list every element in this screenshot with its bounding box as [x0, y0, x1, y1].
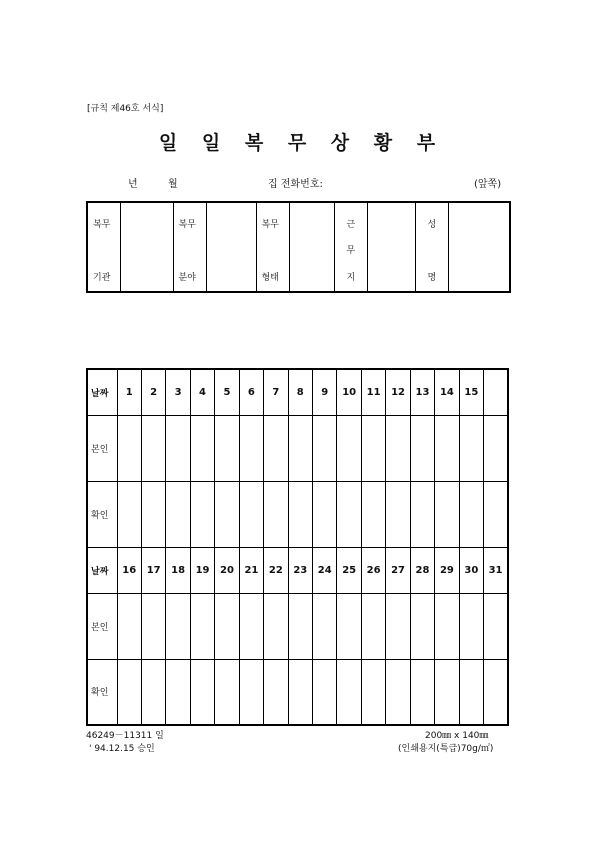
day-number-cell: 28: [410, 547, 434, 593]
self-signature-cell[interactable]: [386, 593, 410, 659]
daily-attendance-table: [86, 368, 509, 726]
confirm-signature-cell[interactable]: [337, 481, 361, 547]
day-number-cell: 29: [435, 547, 459, 593]
confirm-signature-row-second: [87, 659, 508, 725]
self-signature-row-first: [87, 415, 508, 481]
day-number-cell: 27: [386, 547, 410, 593]
title-char: 복: [244, 132, 265, 154]
confirm-signature-cell[interactable]: [288, 481, 312, 547]
self-signature-cell[interactable]: [141, 415, 165, 481]
self-signature-cell[interactable]: [361, 415, 385, 481]
day-number-cell: 24: [313, 547, 337, 593]
self-signature-cell[interactable]: [117, 415, 141, 481]
confirm-signature-cell[interactable]: [117, 659, 141, 725]
confirm-signature-cell[interactable]: [239, 481, 263, 547]
confirm-signature-cell[interactable]: [410, 659, 434, 725]
day-number-cell: 26: [361, 547, 385, 593]
day-number-cell: 18: [166, 547, 190, 593]
self-signature-cell[interactable]: [264, 415, 288, 481]
confirm-signature-row-label: 확인: [87, 481, 117, 547]
day-number-cell: 8: [288, 369, 312, 415]
day-number-cell: 6: [239, 369, 263, 415]
confirm-signature-cell[interactable]: [190, 481, 214, 547]
workplace-label-3: 지: [346, 273, 356, 283]
confirm-signature-cell[interactable]: [313, 659, 337, 725]
self-signature-cell[interactable]: [239, 415, 263, 481]
self-signature-cell[interactable]: [190, 415, 214, 481]
self-signature-cell[interactable]: [288, 415, 312, 481]
title-char: 황: [373, 132, 394, 154]
self-signature-cell[interactable]: [435, 593, 459, 659]
service-field-input[interactable]: [206, 202, 256, 292]
self-signature-cell[interactable]: [410, 415, 434, 481]
name-label-cell: [415, 202, 448, 292]
front-side-label: (앞쪽): [474, 179, 502, 190]
self-signature-row-label: 본인: [87, 415, 117, 481]
field-label-cell: [173, 202, 206, 292]
self-signature-cell[interactable]: [410, 593, 434, 659]
date-row-label: 날짜: [87, 369, 117, 415]
workplace-input[interactable]: [367, 202, 415, 292]
paper-spec: (인쇄용지(특급)70g/㎡): [398, 744, 494, 754]
self-signature-cell[interactable]: [337, 593, 361, 659]
form-code: 46249－11311 일: [86, 731, 164, 741]
confirm-signature-cell[interactable]: [459, 659, 483, 725]
confirm-signature-cell[interactable]: [190, 659, 214, 725]
confirm-signature-cell[interactable]: [361, 659, 385, 725]
self-signature-cell[interactable]: [459, 593, 483, 659]
confirm-signature-cell[interactable]: [361, 481, 385, 547]
confirm-signature-row-label: 확인: [87, 659, 117, 725]
confirm-signature-cell[interactable]: [435, 659, 459, 725]
confirm-signature-cell[interactable]: [239, 659, 263, 725]
day-number-cell: 3: [166, 369, 190, 415]
year-label: 년: [128, 179, 138, 190]
home-phone-label: 집 전화번호:: [268, 179, 323, 190]
confirm-signature-cell[interactable]: [337, 659, 361, 725]
confirm-signature-cell[interactable]: [215, 659, 239, 725]
self-signature-cell[interactable]: [215, 593, 239, 659]
field-label-top: 복무: [178, 220, 196, 230]
confirm-signature-cell[interactable]: [264, 659, 288, 725]
self-signature-cell[interactable]: [239, 593, 263, 659]
approval-date: ' 94.12.15 승인: [89, 744, 155, 754]
confirm-signature-cell[interactable]: [313, 481, 337, 547]
agency-label-top: 복무: [93, 220, 111, 230]
date-row-first: [87, 369, 508, 415]
confirm-signature-cell[interactable]: [117, 481, 141, 547]
name-label-top: 성: [427, 220, 437, 230]
title-char: 부: [416, 132, 437, 154]
confirm-signature-cell[interactable]: [459, 481, 483, 547]
day-number-cell: 30: [459, 547, 483, 593]
day-number-cell: 11: [361, 369, 385, 415]
self-signature-cell[interactable]: [215, 415, 239, 481]
day-number-cell: 12: [386, 369, 410, 415]
type-label-bottom: 형태: [261, 273, 279, 283]
confirm-signature-cell[interactable]: [410, 481, 434, 547]
day-number-cell: 4: [190, 369, 214, 415]
confirm-signature-cell[interactable]: [166, 659, 190, 725]
self-signature-cell[interactable]: [386, 415, 410, 481]
day-number-cell: 25: [337, 547, 361, 593]
day-number-cell: 22: [264, 547, 288, 593]
day-number-cell: 13: [410, 369, 434, 415]
title-char: 무: [287, 132, 308, 154]
workplace-label-1: 근: [346, 220, 356, 230]
day-number-cell: 23: [288, 547, 312, 593]
title-char: 일: [158, 132, 179, 154]
self-signature-cell[interactable]: [484, 415, 508, 481]
title-char: 일: [201, 132, 222, 154]
self-signature-cell[interactable]: [166, 593, 190, 659]
self-signature-cell[interactable]: [313, 593, 337, 659]
agency-field[interactable]: [120, 202, 173, 292]
day-number-cell: 1: [117, 369, 141, 415]
self-signature-cell[interactable]: [190, 593, 214, 659]
self-signature-row-label: 본인: [87, 593, 117, 659]
field-label-bottom: 분야: [178, 273, 196, 283]
confirm-signature-row-first: [87, 481, 508, 547]
confirm-signature-cell[interactable]: [141, 481, 165, 547]
self-signature-cell[interactable]: [337, 415, 361, 481]
confirm-signature-cell[interactable]: [386, 481, 410, 547]
confirm-signature-cell[interactable]: [288, 659, 312, 725]
confirm-signature-cell[interactable]: [435, 481, 459, 547]
day-number-cell: 14: [435, 369, 459, 415]
name-label-bottom: 명: [427, 273, 437, 283]
agency-label-cell: [87, 202, 120, 292]
workplace-label-cell: [334, 202, 367, 292]
confirm-signature-cell[interactable]: [484, 659, 508, 725]
day-number-cell: 21: [239, 547, 263, 593]
self-signature-cell[interactable]: [484, 593, 508, 659]
date-row-label: 날짜: [87, 547, 117, 593]
day-number-cell: 19: [190, 547, 214, 593]
type-label-cell: [256, 202, 289, 292]
self-signature-cell[interactable]: [435, 415, 459, 481]
self-signature-cell[interactable]: [166, 415, 190, 481]
day-number-cell: 5: [215, 369, 239, 415]
day-number-cell: 16: [117, 547, 141, 593]
day-number-cell: 31: [484, 547, 508, 593]
form-rule-label: [규칙 제46호 서식]: [87, 104, 164, 114]
self-signature-cell[interactable]: [264, 593, 288, 659]
page-title: [0, 128, 595, 155]
self-signature-cell[interactable]: [117, 593, 141, 659]
day-number-cell: 17: [141, 547, 165, 593]
confirm-signature-cell[interactable]: [215, 481, 239, 547]
day-number-cell: 7: [264, 369, 288, 415]
confirm-signature-cell[interactable]: [264, 481, 288, 547]
day-number-cell: 9: [313, 369, 337, 415]
day-number-cell: 15: [459, 369, 483, 415]
self-signature-cell[interactable]: [141, 593, 165, 659]
name-input[interactable]: [448, 202, 510, 292]
day-number-cell: 10: [337, 369, 361, 415]
agency-label-bottom: 기관: [93, 273, 111, 283]
self-signature-row-second: [87, 593, 508, 659]
self-signature-cell[interactable]: [313, 415, 337, 481]
service-type-input[interactable]: [289, 202, 334, 292]
date-row-second: [87, 547, 508, 593]
day-number-cell: [484, 369, 508, 415]
day-number-cell: 2: [141, 369, 165, 415]
workplace-label-2: 무: [346, 246, 356, 256]
day-number-cell: 20: [215, 547, 239, 593]
paper-size: 200㎜ x 140㎜: [425, 731, 489, 741]
self-signature-cell[interactable]: [459, 415, 483, 481]
type-label-top: 복무: [261, 220, 279, 230]
month-label: 월: [168, 179, 178, 190]
confirm-signature-cell[interactable]: [386, 659, 410, 725]
self-signature-cell[interactable]: [361, 593, 385, 659]
service-info-table: [86, 201, 511, 293]
self-signature-cell[interactable]: [288, 593, 312, 659]
confirm-signature-cell[interactable]: [141, 659, 165, 725]
title-char: 상: [330, 132, 351, 154]
confirm-signature-cell[interactable]: [166, 481, 190, 547]
confirm-signature-cell[interactable]: [484, 481, 508, 547]
